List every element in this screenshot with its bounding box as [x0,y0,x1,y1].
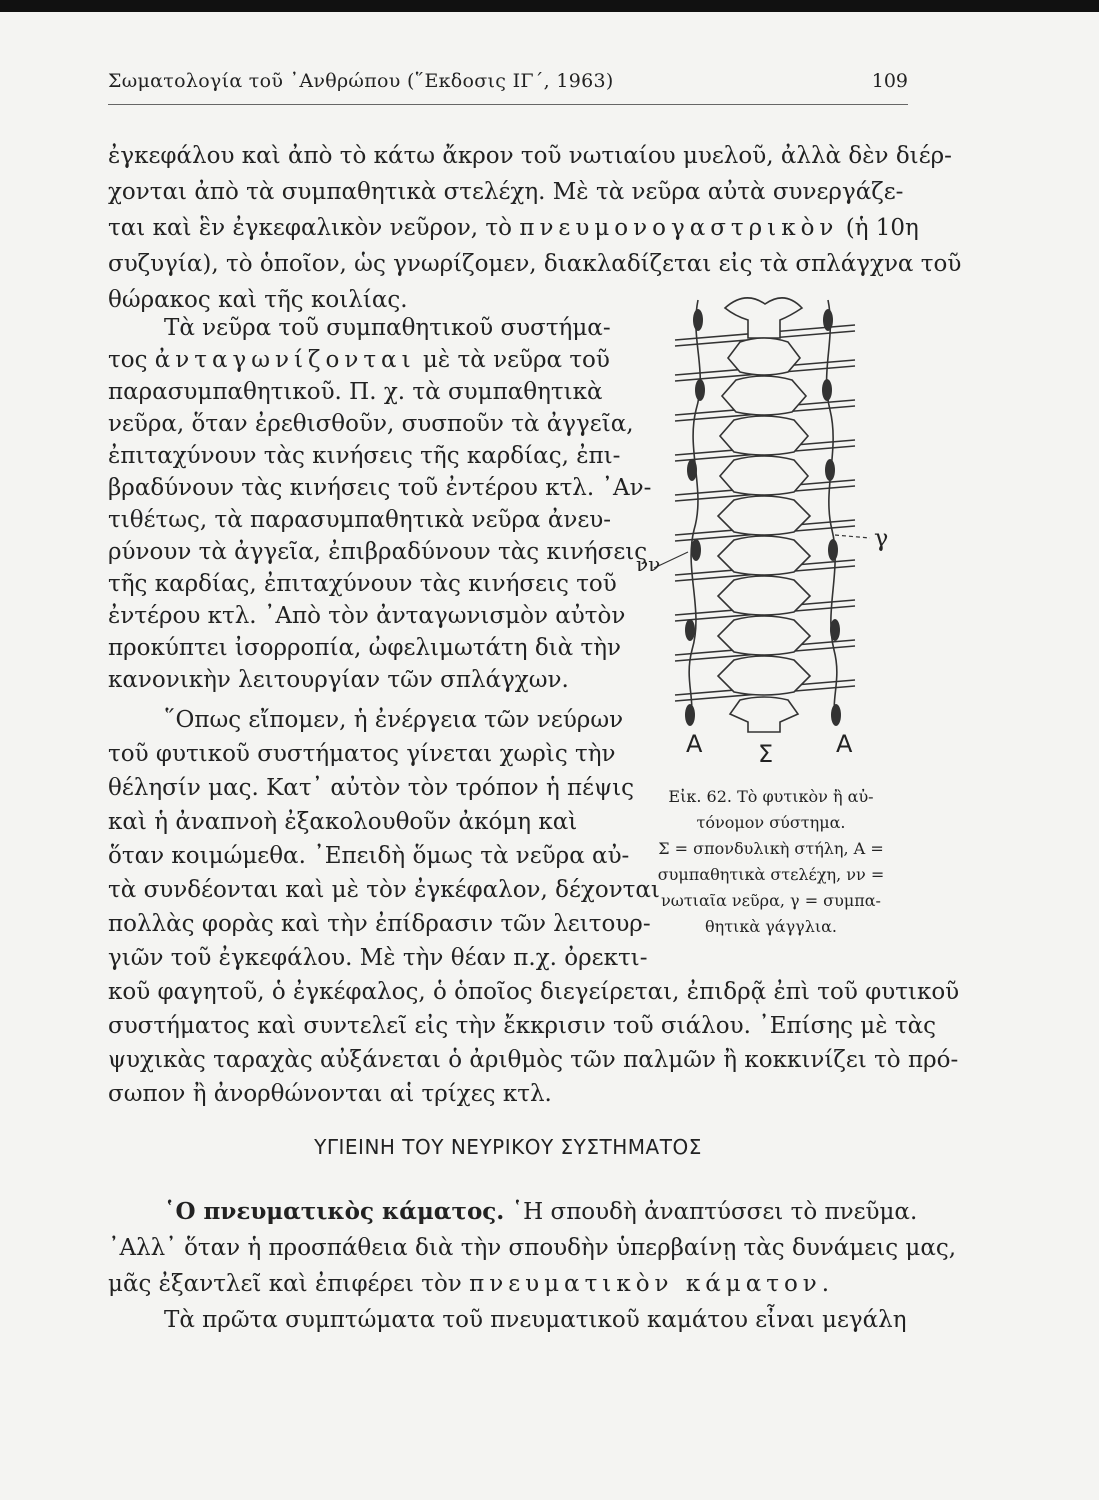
text-line: κανονικὴν λειτουργίαν τῶν σπλάγχων. [108,667,569,693]
text-line: προκύπτει ἰσορροπία, ὠφελιμωτάτη διὰ τὴν [108,635,622,661]
text-line: τιθέτως, τὰ παρασυμπαθητικὰ νεῦρα ἀνευ- [108,507,612,533]
page-number: 109 [871,70,908,92]
text-line: ἐντέρου κτλ. ᾿Απὸ τὸν ἀνταγωνισμὸν αὐτὸν [108,603,626,629]
caption-line: θητικὰ γάγγλια. [704,917,838,936]
caption-line: συμπαθητικὰ στελέχη, νν = [657,865,885,884]
text-line: ται καὶ ἓν ἐγκεφαλικὸν νεῦρον, τὸ πνευμονογαστρικὸν (ἡ 10η [108,215,919,241]
text-line: Τὰ νεῦρα τοῦ συμπαθητικοῦ συστήμα- [164,315,611,341]
text-line: πολλὰς φορὰς καὶ τὴν ἐπίδρασιν τῶν λειτουρ- [108,911,651,937]
text-line: παρασυμπαθητικοῦ. Π. χ. τὰ συμπαθητικὰ [108,379,603,405]
text-line: μᾶς ἐξαντλεῖ καὶ ἐπιφέρει τὸν πνευματικὸν κάματον. [108,1271,835,1297]
text-line: τοῦ φυτικοῦ συστήματος γίνεται χωρὶς τὴν [108,741,616,767]
emphasis-spaced: ἀνταγωνίζονται [154,347,416,373]
text-line: συστήματος καὶ συντελεῖ εἰς τὴν ἔκκρισιν τοῦ σιάλου. ᾿Επίσης μὲ τὰς [108,1013,937,1039]
text-line: γιῶν τοῦ ἐγκεφάλου. Μὲ τὴν θέαν π.χ. ὀρεκτι- [108,945,648,971]
text-line: ἐπιταχύνουν τὰς κινήσεις τῆς καρδίας, ἐπι- [108,443,621,469]
text-line: τος ἀνταγωνίζονται μὲ τὰ νεῦρα τοῦ [108,347,610,373]
text-line: ρύνουν τὰ ἀγγεῖα, ἐπιβραδύνουν τὰς κινήσεις [108,539,648,565]
figure-caption [632,784,910,940]
text-line: ῾Ο πνευματικὸς κάματος. ῾Η σπουδὴ ἀναπτύσσει τὸ πνεῦμα. [164,1198,918,1225]
text-line: τὰ συνδέονται καὶ μὲ τὸν ἐγκέφαλον, δέχονται [108,877,660,903]
scan-top-border [0,0,1099,12]
figure-label-sympathetic-left: Α [686,730,703,758]
text-line: ὅταν κοιμώμεθα. ᾿Επειδὴ ὅμως τὰ νεῦρα αὐ- [108,843,630,869]
text-line: κοῦ φαγητοῦ, ὁ ἐγκέφαλος, ὁ ὁποῖος διεγείρεται, ἐπιδρᾷ ἐπὶ τοῦ φυτικοῦ [108,979,960,1005]
text-line: ἐγκεφάλου καὶ ἀπὸ τὸ κάτω ἄκρον τοῦ νωτιαίου μυελοῦ, ἀλλὰ δὲν διέρ- [108,143,952,169]
figure-label-spinal-nerves: νν [636,552,661,576]
text-line: θώρακος καὶ τῆς κοιλίας. [108,287,408,313]
figure-label-ganglia: γ [874,524,889,552]
caption-line: νωτιαῖα νεῦρα, γ = συμπα- [661,891,881,910]
caption-line: Σ = σπονδυλικὴ στήλη, Α = [658,839,884,858]
text-line: θέλησίν μας. Κατ᾿ αὐτὸν τὸν τρόπον ἡ πέψις [108,775,635,801]
text-line: νεῦρα, ὅταν ἐρεθισθοῦν, συσποῦν τὰ ἀγγεῖα, [108,411,634,437]
emphasis-spaced: πνευματικὸν κάματον. [469,1271,835,1297]
subsection-title: ῾Ο πνευματικὸς κάματος. [164,1198,505,1225]
emphasis-spaced: πνευμονογαστρικὸν [519,215,839,241]
text-line: καὶ ἡ ἀναπνοὴ ἐξακολουθοῦν ἀκόμη καὶ [108,809,578,835]
text-line: βραδύνουν τὰς κινήσεις τοῦ ἐντέρου κτλ. ᾿Αν- [108,475,652,501]
text-line: ᾿Αλλ᾿ ὅταν ἡ προσπάθεια διὰ τὴν σπουδὴν ὑπερβαίνῃ τὰς δυνάμεις μας, [108,1235,957,1261]
text-line: ῞Οπως εἴπομεν, ἡ ἐνέργεια τῶν νεύρων [164,707,624,733]
text-line: τῆς καρδίας, ἐπιταχύνουν τὰς κινήσεις τοῦ [108,571,617,597]
figure-label-sympathetic-right: Α [836,730,853,758]
page-header [108,64,908,105]
spine-illustration [630,280,910,780]
text-line: ψυχικὰς ταραχὰς αὐξάνεται ὁ ἀριθμὸς τῶν παλμῶν ἢ κοκκινίζει τὸ πρό- [108,1047,959,1073]
section-heading: ΥΓΙΕΙΝΗ ΤΟΥ ΝΕΥΡΙΚΟΥ ΣΥΣΤΗΜΑΤΟΣ [314,1135,702,1159]
text-line: χονται ἀπὸ τὰ συμπαθητικὰ στελέχη. Μὲ τὰ νεῦρα αὐτὰ συνεργάζε- [108,179,904,205]
text-line: συζυγία), τὸ ὁποῖον, ὡς γνωρίζομεν, διακλαδίζεται εἰς τὰ σπλάγχνα τοῦ [108,251,962,277]
running-title: Σωματολογία τοῦ ᾿Ανθρώπου (῞Εκδοσις ΙΓ΄, 1963) [108,70,614,92]
caption-line: τόνομον σύστημα. [696,813,846,832]
caption-line: Εἰκ. 62. Τὸ φυτικὸν ἢ αὐ- [668,787,874,806]
spine-figure [630,280,910,780]
text-line: σωπον ἢ ἀνορθώνονται αἱ τρίχες κτλ. [108,1081,552,1107]
text-line: Τὰ πρῶτα συμπτώματα τοῦ πνευματικοῦ καμάτου εἶναι μεγάλη [164,1307,907,1333]
figure-label-spine: Σ [758,740,774,768]
